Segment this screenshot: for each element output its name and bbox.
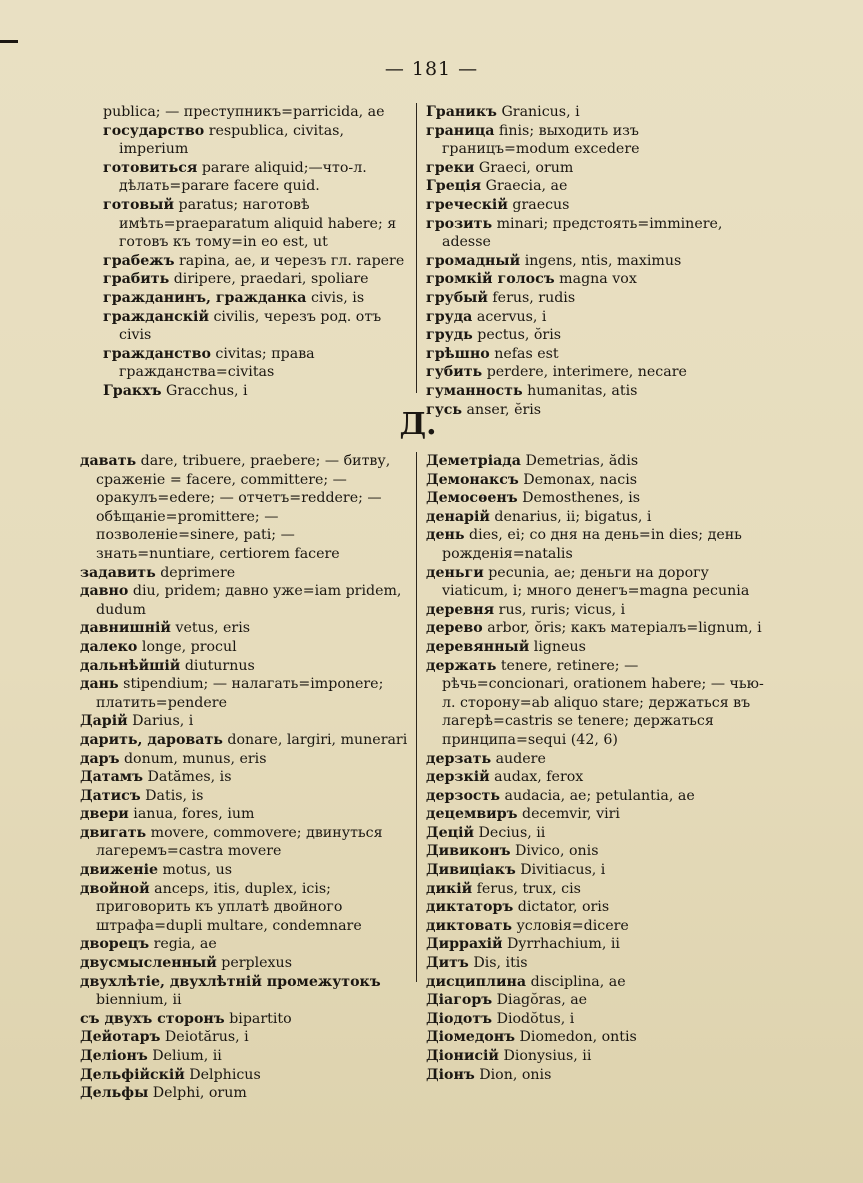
dictionary-entry [80, 973, 408, 1010]
entry-headword: дарить, даровать [80, 731, 223, 748]
dictionary-entry [426, 805, 766, 824]
entry-translation: stipendium; — налагать=imponere; платить=pendere [96, 676, 384, 711]
dictionary-entry [426, 401, 766, 420]
entry-headword: греки [426, 159, 475, 176]
entry-headword: Датамъ [80, 769, 143, 786]
entry-headword: готовиться [103, 159, 198, 176]
entry-headword: гусь [426, 401, 463, 418]
dictionary-entry [426, 308, 766, 327]
entry-headword: далеко [80, 638, 138, 655]
entry-headword: гражданство [103, 345, 211, 362]
entry-translation: Gracchus, i [161, 382, 248, 399]
dictionary-entry [103, 345, 408, 382]
entry-translation: disciplina, ae [526, 973, 626, 990]
entry-headword: диктовать [426, 917, 512, 934]
dictionary-entry [80, 1010, 408, 1029]
entry-translation: civis, is [306, 289, 365, 306]
dictionary-entry [80, 638, 408, 657]
section-letter-heading: Д. [399, 407, 437, 442]
dictionary-entry [426, 1010, 766, 1029]
entry-translation: rus, ruris; vicus, i [494, 601, 626, 618]
entry-headword: груда [426, 308, 473, 325]
entry-headword: гражданинъ, гражданка [103, 289, 307, 306]
entry-translation: donum, munus, eris [119, 750, 267, 767]
entry-translation: Dyrrhachium, ii [502, 936, 620, 953]
dictionary-entry [80, 805, 408, 824]
entry-translation: acervus, i [472, 308, 547, 325]
entry-translation: audax, ferox [489, 769, 584, 786]
entry-translation: ianua, fores, ium [128, 806, 255, 823]
dictionary-entry [426, 326, 766, 345]
entry-translation: Delphi, orum [148, 1085, 247, 1102]
dictionary-entry [426, 991, 766, 1010]
dictionary-entry [80, 619, 408, 638]
entry-headword: задавить [80, 564, 156, 581]
column-top-right [426, 103, 766, 419]
entry-translation: minari; предстоять=imminere, adesse [442, 215, 723, 251]
entry-translation: dare, tribuere, praebere; — битву, сраженіе = facere, committere; — оракулъ=edere; — отчетъ=reddere; — обѣщаніе=promittere; — позволеніе=sinere, pati; — знать=nuntiare, certiorem facere [96, 453, 391, 562]
dictionary-entry [426, 638, 766, 657]
entry-headword: готовый [103, 196, 175, 213]
dictionary-entry [426, 880, 766, 899]
entry-translation: audere [491, 750, 546, 767]
entry-translation: Divitiacus, i [515, 862, 606, 879]
column-bottom-left [80, 452, 408, 1103]
entry-translation: paratus; наготовѣ имѣть=praeparatum aliquid habere; я готовъ къ тому=in eo est, ut [119, 196, 397, 251]
dictionary-entry [426, 787, 766, 806]
entry-translation: bipartito [224, 1010, 292, 1027]
entry-headword: двигать [80, 824, 147, 841]
entry-headword: Діонъ [426, 1066, 475, 1083]
dictionary-entry [426, 564, 766, 601]
entry-translation: pectus, ŏris [472, 327, 562, 344]
dictionary-entry [103, 270, 408, 289]
entry-headword: двойной [80, 880, 150, 897]
dictionary-entry [80, 768, 408, 787]
dictionary-entry [426, 750, 766, 769]
entry-headword: Діомедонъ [426, 1029, 516, 1046]
entry-translation: ferus, rudis [487, 289, 576, 306]
entry-translation: dies, ei; со дня на день=in dies; день рожденія=natalis [442, 527, 742, 562]
entry-translation: dictator, oris [513, 899, 610, 916]
entry-headword: давать [80, 453, 137, 469]
entry-translation: motus, us [158, 862, 233, 879]
entry-translation: условія=dicere [511, 917, 629, 934]
dictionary-entry [103, 196, 408, 252]
entry-headword: дань [80, 676, 119, 693]
dictionary-entry [103, 382, 408, 401]
entry-translation: Decius, ii [474, 824, 546, 841]
entry-translation: finis; выходить изъ границъ=modum excedere [442, 122, 640, 158]
dictionary-entry [426, 1066, 766, 1085]
entry-headword: Дивиціакъ [426, 862, 516, 879]
entry-translation: Delphicus [184, 1066, 261, 1083]
entry-translation: movere, commovere; двинуться лагеремъ=castra movere [96, 824, 383, 860]
dictionary-entry [80, 880, 408, 936]
dictionary-entry [426, 489, 766, 508]
dictionary-entry [426, 159, 766, 178]
entry-headword: дикій [426, 880, 473, 897]
dictionary-entry [426, 768, 766, 787]
dictionary-entry [103, 308, 408, 345]
entry-translation: Diagŏras, ae [492, 992, 588, 1009]
dictionary-entry [80, 1047, 408, 1066]
dictionary-entry [80, 675, 408, 712]
dictionary-entry [80, 712, 408, 731]
entry-translation: ferus, trux, cis [472, 880, 581, 897]
dictionary-entry [426, 345, 766, 364]
dictionary-entry [80, 564, 408, 583]
entry-translation: Demonax, nacis [518, 471, 638, 488]
entry-translation: parare aliquid;—что-л. дѣлать=parare facere quid. [119, 159, 367, 195]
entry-translation: Dis, itis [468, 955, 528, 972]
entry-translation: publica; — преступникъ=parricida, ae [103, 104, 385, 120]
entry-translation: audacia, ae; petulantia, ae [499, 787, 695, 804]
entry-headword: Дейотаръ [80, 1029, 161, 1046]
entry-translation: ligneus [529, 638, 586, 655]
entry-headword: Дельфы [80, 1085, 149, 1102]
entry-translation: diuturnus [180, 657, 255, 674]
entry-headword: Діонисій [426, 1048, 499, 1064]
dictionary-entry [426, 270, 766, 289]
entry-translation: Dion, onis [474, 1066, 552, 1083]
entry-translation: Dionysius, ii [498, 1048, 592, 1064]
dictionary-entry [426, 215, 766, 252]
dictionary-entry [80, 1084, 408, 1103]
entry-headword: держать [426, 657, 497, 674]
entry-translation: rapina, ae, и черезъ гл. rapere [174, 252, 405, 269]
entry-translation: decemvir, viri [517, 806, 620, 823]
dictionary-entry [103, 289, 408, 308]
entry-translation: anceps, itis, duplex, icis; приговорить къ уплатѣ двойного штрафа=dupli multare, condemnare [96, 880, 362, 934]
entry-translation: deprimere [155, 564, 236, 581]
entry-headword: диктаторъ [426, 899, 514, 916]
dictionary-entry [426, 363, 766, 382]
entry-translation: graecus [507, 196, 570, 213]
entry-translation: Divico, onis [510, 843, 599, 860]
entry-translation: pecunia, ae; деньги на дорогу viaticum, i; много денегъ=magna pecunia [442, 564, 750, 600]
page-number: — 181 — [384, 58, 479, 80]
dictionary-entry [426, 177, 766, 196]
entry-headword: дерзость [426, 787, 500, 804]
entry-translation: Datis, is [140, 787, 204, 804]
dictionary-entry [80, 861, 408, 880]
dictionary-entry [426, 898, 766, 917]
dictionary-entry [80, 787, 408, 806]
entry-translation: Graecia, ae [481, 178, 568, 195]
entry-translation: ingens, ntis, maximus [520, 252, 682, 269]
entry-translation: Graeci, orum [474, 159, 574, 176]
dictionary-entry [426, 452, 766, 471]
dictionary-entry [426, 382, 766, 401]
entry-headword: гуманность [426, 382, 523, 399]
dictionary-entry [103, 103, 408, 122]
entry-headword: громадный [426, 252, 521, 269]
dictionary-entry [80, 657, 408, 676]
entry-headword: Дельфійскій [80, 1066, 185, 1083]
dictionary-entry [426, 196, 766, 215]
dictionary-entry [80, 954, 408, 973]
entry-headword: деревянный [426, 638, 530, 655]
entry-translation: perplexus [216, 955, 292, 972]
entry-translation: biennium, ii [96, 992, 182, 1009]
entry-headword: Дивиконъ [426, 843, 511, 860]
dictionary-entry [426, 917, 766, 936]
dictionary-entry [103, 159, 408, 196]
dictionary-entry [426, 252, 766, 271]
entry-headword: Дитъ [426, 955, 469, 972]
dictionary-entry [80, 731, 408, 750]
dictionary-entry [426, 601, 766, 620]
entry-translation: vetus, eris [170, 620, 251, 637]
entry-headword: дерзкій [426, 769, 490, 786]
entry-translation: Darius, i [127, 713, 194, 730]
entry-headword: Гракхъ [103, 382, 162, 399]
entry-headword: государство [103, 122, 205, 139]
dictionary-entry [426, 842, 766, 861]
entry-headword: дерзать [426, 750, 492, 767]
dictionary-entry [426, 861, 766, 880]
entry-headword: грабежъ [103, 252, 175, 269]
entry-translation: diu, pridem; давно уже=iam pridem, dudum [96, 583, 402, 618]
entry-translation: Deiotărus, i [160, 1029, 249, 1046]
entry-headword: децемвиръ [426, 806, 518, 823]
entry-headword: съ двухъ сторонъ [80, 1010, 225, 1027]
dictionary-entry [426, 973, 766, 992]
entry-headword: Демонаксъ [426, 471, 519, 488]
column-divider-top [416, 103, 417, 393]
entry-translation: Delium, ii [147, 1048, 222, 1064]
dictionary-entry [426, 954, 766, 973]
entry-headword: двусмысленный [80, 955, 217, 972]
dictionary-entry [80, 824, 408, 861]
entry-headword: деньги [426, 564, 484, 581]
entry-headword: двери [80, 806, 129, 823]
entry-headword: дальнѣйшій [80, 657, 181, 674]
dictionary-entry [426, 619, 766, 638]
entry-headword: денарій [426, 508, 490, 525]
dictionary-entry [426, 657, 766, 750]
dictionary-entry [80, 750, 408, 769]
entry-headword: граница [426, 122, 495, 139]
entry-headword: грѣшно [426, 345, 490, 362]
entry-translation: Demosthenes, is [517, 490, 641, 507]
dictionary-entry [80, 452, 408, 564]
entry-headword: Граникъ [426, 104, 497, 120]
entry-translation: nefas est [489, 345, 559, 362]
entry-headword: дисциплина [426, 973, 527, 990]
dictionary-entry [103, 122, 408, 159]
dictionary-entry [426, 508, 766, 527]
entry-headword: давно [80, 583, 129, 600]
dictionary-entry [426, 471, 766, 490]
entry-translation: civilis, черезъ род. отъ civis [119, 308, 382, 344]
dictionary-entry [103, 252, 408, 271]
dictionary-entry [80, 1028, 408, 1047]
dictionary-entry [426, 526, 766, 563]
entry-translation: longe, procul [137, 638, 237, 655]
entry-headword: Дарій [80, 713, 128, 730]
entry-translation: diripere, praedari, spoliare [169, 271, 369, 288]
entry-headword: Діодотъ [426, 1010, 493, 1027]
entry-translation: Diomedon, ontis [515, 1029, 637, 1046]
entry-headword: Греція [426, 178, 482, 195]
entry-translation: magna vox [554, 271, 637, 288]
dictionary-entry [426, 122, 766, 159]
entry-headword: Датисъ [80, 787, 141, 804]
dictionary-entry [80, 582, 408, 619]
entry-headword: деревня [426, 601, 495, 618]
dictionary-entry [426, 1047, 766, 1066]
entry-headword: двухлѣтіе, двухлѣтній промежутокъ [80, 973, 381, 990]
entry-headword: громкій голосъ [426, 271, 555, 288]
dictionary-entry [426, 289, 766, 308]
entry-translation: civitas; права гражданства=civitas [119, 345, 315, 381]
page-edge-mark [0, 40, 18, 43]
entry-translation: Diodŏtus, i [492, 1010, 575, 1027]
entry-headword: давнишній [80, 620, 171, 637]
entry-headword: губить [426, 364, 483, 381]
entry-headword: Децій [426, 824, 475, 841]
dictionary-entry [80, 1066, 408, 1085]
entry-headword: грудь [426, 327, 473, 344]
entry-headword: Діагоръ [426, 992, 493, 1009]
entry-headword: Диррахій [426, 936, 503, 953]
entry-headword: дворецъ [80, 936, 150, 953]
dictionary-entry [80, 935, 408, 954]
entry-headword: гражданскій [103, 308, 209, 325]
entry-headword: Демосѳенъ [426, 490, 518, 507]
entry-translation: regia, ae [149, 936, 217, 953]
entry-translation: tenere, retinere; — рѣчь=concionari, orationem habere; — чью-л. сторону=ab aliquo stare; держаться въ лагерѣ=castris se tenere; держаться принципа=sequi (42, 6) [442, 657, 764, 748]
dictionary-entry [426, 1028, 766, 1047]
entry-headword: грозить [426, 215, 493, 232]
entry-translation: denarius, ii; bigatus, i [489, 508, 652, 525]
entry-headword: дерево [426, 620, 483, 637]
entry-translation: perdere, interimere, necare [482, 364, 687, 381]
entry-headword: грубый [426, 289, 488, 306]
entry-headword: движеніе [80, 862, 158, 879]
entry-translation: humanitas, atis [522, 382, 638, 399]
entry-headword: греческій [426, 196, 508, 213]
dictionary-entry [426, 103, 766, 122]
entry-translation: Demetrias, ădis [520, 453, 639, 469]
entry-headword: Деліонъ [80, 1048, 148, 1064]
column-top-left [103, 103, 408, 401]
dictionary-entry [426, 935, 766, 954]
entry-headword: даръ [80, 750, 120, 767]
entry-headword: Деметріада [426, 453, 521, 469]
entry-headword: грабить [103, 271, 170, 288]
entry-translation: respublica, civitas, imperium [119, 122, 344, 158]
entry-translation: Datămes, is [143, 769, 232, 786]
entry-translation: donare, largiri, munerari [222, 731, 408, 748]
dictionary-entry [426, 824, 766, 843]
entry-translation: arbor, ŏris; какъ матеріалъ=lignum, i [482, 620, 762, 637]
column-bottom-right [426, 452, 766, 1084]
entry-headword: день [426, 527, 465, 544]
entry-translation: anser, ĕris [462, 401, 542, 418]
entry-translation: Granicus, i [496, 104, 580, 120]
column-divider-bottom [416, 452, 417, 982]
